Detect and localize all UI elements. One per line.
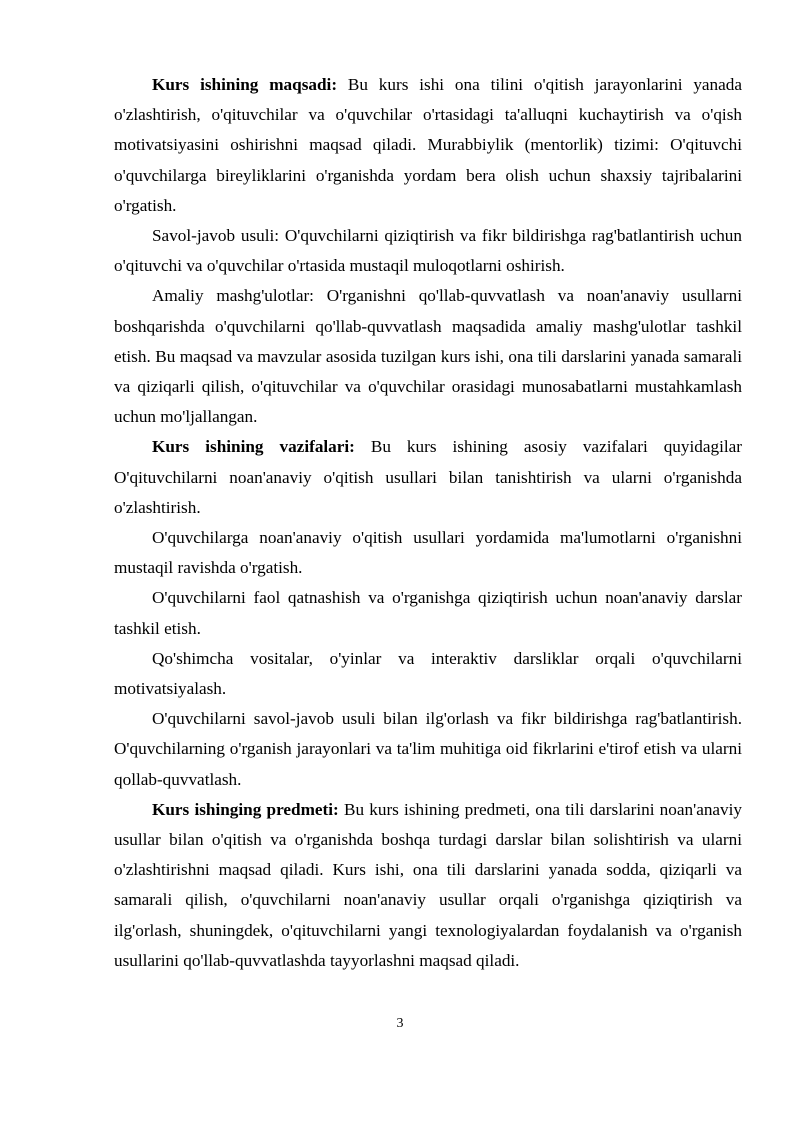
paragraph-text: O'quvchilarni faol qatnashish va o'rganishga qiziqtirish uchun noan'anaviy darslar tashkil etish. bbox=[114, 588, 742, 638]
paragraph-text: O'quvchilarni savol-javob usuli bilan ilg'orlash va fikr bildirishga rag'batlantirish. O'quvchilarning o'rganish jarayonlari va ta'lim muhitiga oid fikrlarini e'tirof etish va ularni qollab-quvvatlash. bbox=[114, 709, 742, 789]
paragraph-task-3 bbox=[114, 644, 742, 704]
paragraph-task-2 bbox=[114, 583, 742, 643]
paragraph-savol-javob bbox=[114, 221, 742, 281]
paragraph-maqsadi bbox=[114, 70, 742, 221]
paragraph-predmeti bbox=[114, 795, 742, 976]
paragraph-text: Amaliy mashg'ulotlar: O'rganishni qo'llab-quvvatlash va noan'anaviy usullarni boshqarishda o'quvchilarni qo'llab-quvvatlash maqsadida amaliy mashg'ulotlar tashkil etish. Bu maqsad va mavzular asosida tuzilgan kurs ishi, ona tili darslarini yanada samarali va qiziqarli qilish, o'qituvchilar va o'quvchilar orasidagi munosabatlarni mustahkamlash uchun mo'ljallangan. bbox=[114, 286, 742, 427]
paragraph-text: Bu kurs ishining asosiy vazifalari quyidagilar O'qituvchilarni noan'anaviy o'qitish usullari bilan tanishtirish va ularni o'rganishda o'zlashtirish. bbox=[114, 437, 742, 517]
paragraph-task-4 bbox=[114, 704, 742, 795]
paragraph-amaliy-mashgulotlar bbox=[114, 281, 742, 432]
paragraph-text: Bu kurs ishining predmeti, ona tili darslarini noan'anaviy usullar bilan o'qitish va o'rganishda boshqa turdagi darslar bilan solishtirish va ularni o'zlashtirishni maqsad qiladi. Kurs ishi, ona tili darslarini yanada sodda, qiziqarli va samarali qilish, o'quvchilarni noan'anaviy usullar orqali o'rganishga qiziqtirish va ilg'orlash, shuningdek, o'qituvchilarni yangi texnologiyalardan foydalanish va o'rganish usullarini qo'llab-quvvatlashda tayyorlashni maqsad qiladi. bbox=[114, 799, 743, 970]
heading-predmeti: Kurs ishinging predmeti: bbox=[152, 799, 339, 819]
page-number: 3 bbox=[396, 1016, 404, 1031]
paragraph-task-1 bbox=[114, 523, 742, 583]
heading-vazifalari: Kurs ishining vazifalari: bbox=[152, 437, 355, 457]
paragraph-text: Bu kurs ishi ona tilini o'qitish jarayonlarini yanada o'zlashtirish, o'qituvchilar va o'quvchilar o'rtasidagi ta'alluqni kuchaytirish va o'qish motivatsiyasini oshirishni maqsad qiladi. Murabbiylik (mentorlik) tizimi: O'qituvchi o'quvchilarga bireyliklarini o'rganishda yordam bera olish uchun shaxsiy tajribalarini o'rgatish. bbox=[114, 75, 742, 215]
paragraph-text: Savol-javob usuli: O'quvchilarni qiziqtirish va fikr bildirishga rag'batlantirish uchun o'qituvchi va o'quvchilar o'rtasida mustaqil muloqotlarni oshirish. bbox=[114, 226, 742, 276]
paragraph-text: Qo'shimcha vositalar, o'yinlar va interaktiv darsliklar orqali o'quvchilarni motivatsiyalash. bbox=[114, 648, 742, 699]
heading-maqsadi: Kurs ishining maqsadi: bbox=[152, 75, 338, 94]
paragraph-vazifalari bbox=[114, 432, 742, 523]
paragraph-text: O'quvchilarga noan'anaviy o'qitish usullari yordamida ma'lumotlarni o'rganishni mustaqil ravishda o'rgatish. bbox=[114, 528, 742, 578]
body-text bbox=[114, 70, 742, 976]
